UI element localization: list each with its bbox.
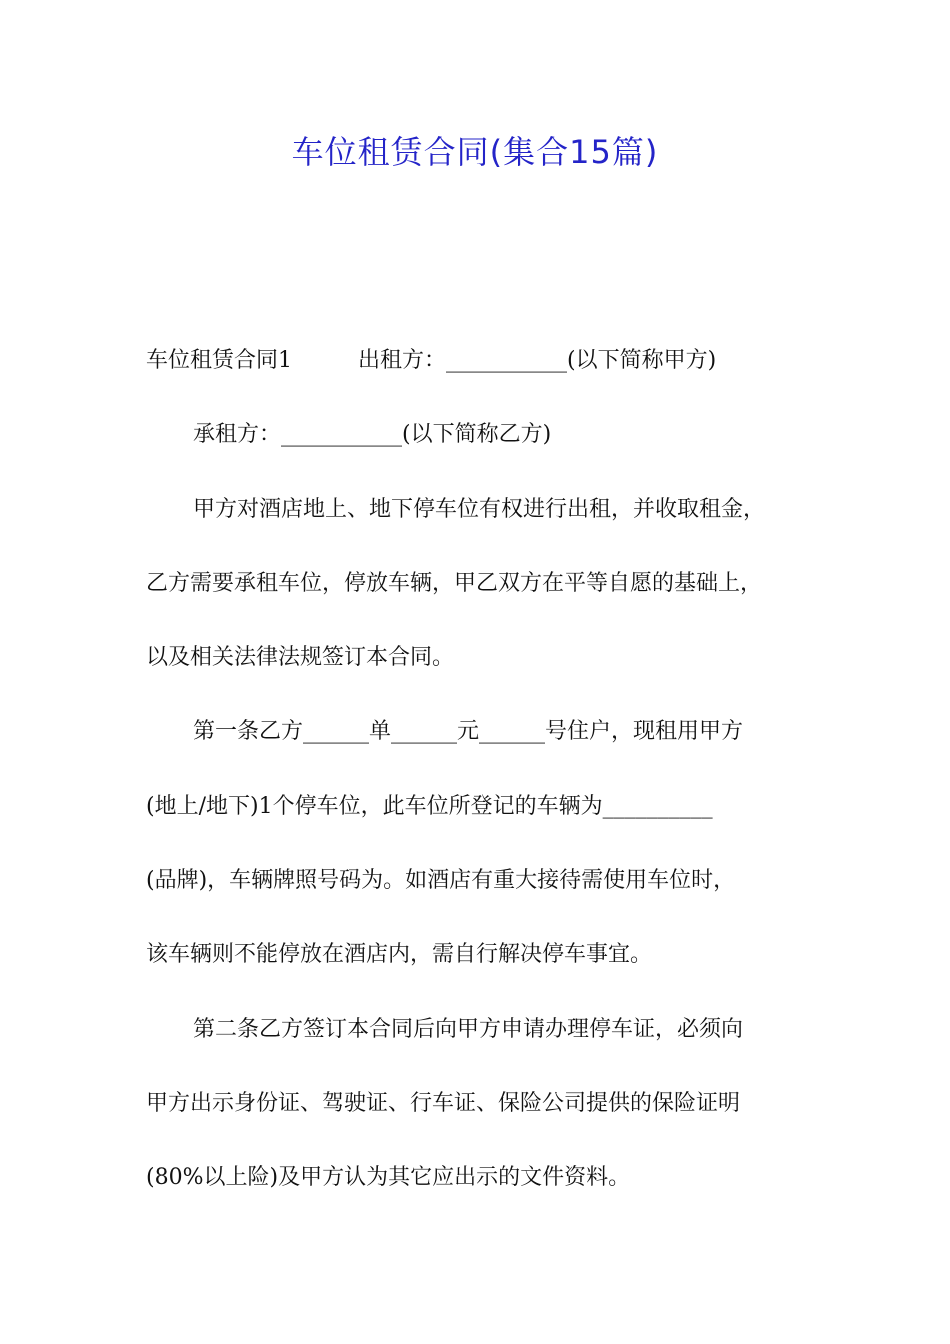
document-body (146, 336, 814, 1228)
lessee-line: 承租方：___________(以下简称乙方) (193, 422, 552, 448)
document-title: 车位租赁合同(集合15篇) (291, 133, 659, 171)
lessor-line: 出租方：___________(以下简称甲方) (358, 348, 717, 373)
article-2-line: (80%以上险)及甲方认为其它应出示的文件资料。 (146, 1165, 631, 1191)
paragraph-line (146, 336, 814, 385)
contract-heading: 车位租赁合同1 (146, 348, 292, 373)
article-1-line: (品牌)，车辆牌照号码为。如酒店有重大接待需使用车位时， (146, 868, 736, 894)
paragraph-line: 乙方需要承租车位，停放车辆，甲乙双方在平等自愿的基础上， (146, 570, 763, 596)
article-2-line: 甲方出示身份证、驾驶证、行车证、保险公司提供的保险证明 (146, 1090, 741, 1116)
article-1-line: 第一条乙方______单______元______号住户，现租用甲方 (193, 719, 744, 745)
paragraph-line: 以及相关法律法规签订本合同。 (146, 645, 455, 671)
article-1-line: 该车辆则不能停放在酒店内，需自行解决停车事宜。 (146, 942, 653, 968)
paragraph-line: 甲方对酒店地上、地下停车位有权进行出租，并收取租金， (193, 496, 766, 522)
article-2-line: 第二条乙方签订本合同后向甲方申请办理停车证，必须向 (193, 1016, 744, 1042)
article-1-line: (地上/地下)1个停车位，此车位所登记的车辆为__________ (146, 793, 713, 819)
